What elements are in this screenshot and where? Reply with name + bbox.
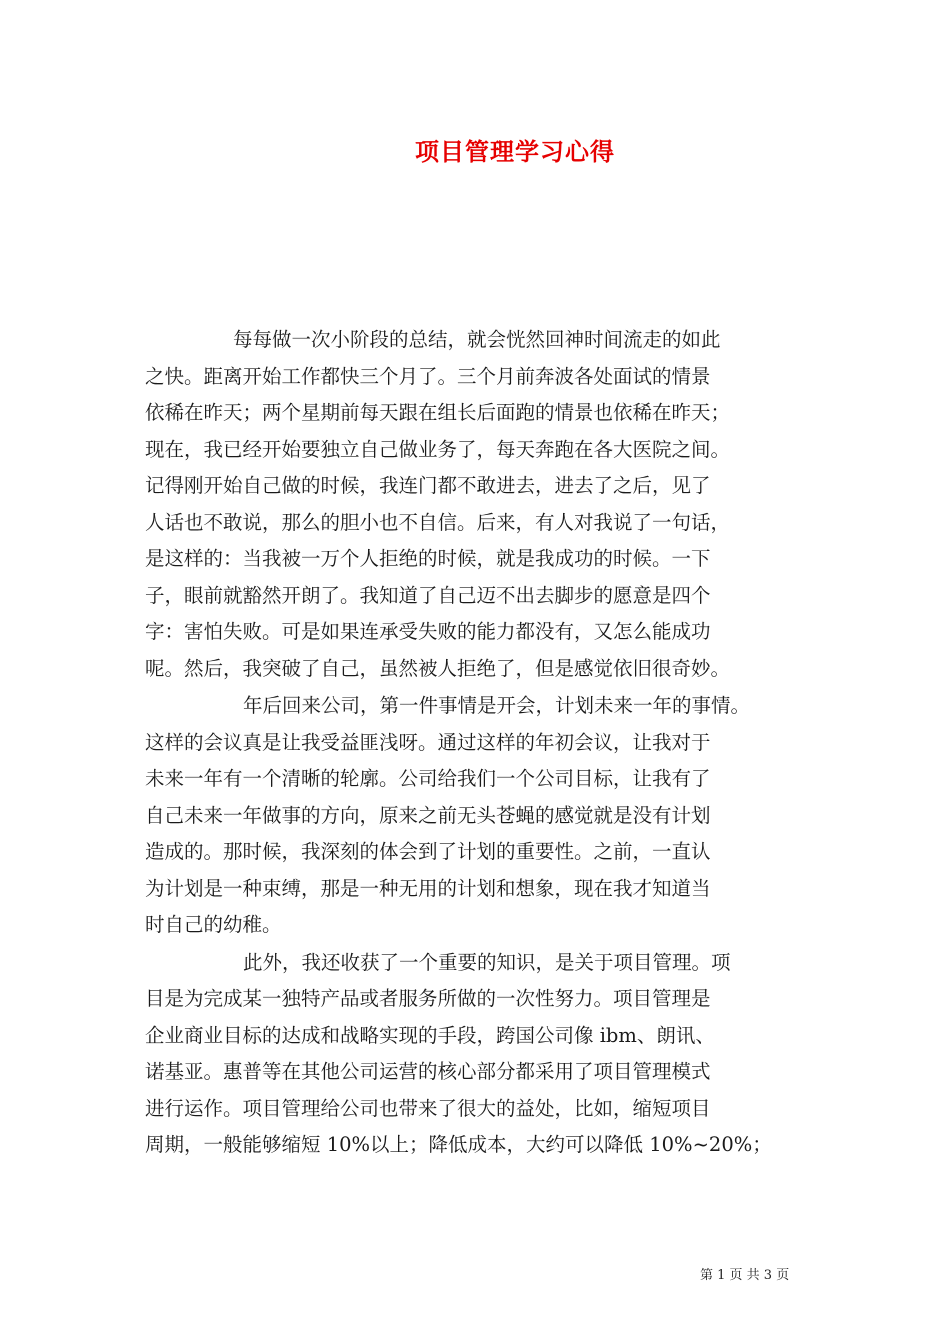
text-line: 周期，一般能够缩短 10%以上；降低成本，大约可以降低 10%~20%；: [145, 1133, 772, 1156]
text-line: 依稀在昨天；两个星期前每天跟在组长后面跑的情景也依稀在昨天；: [145, 401, 731, 424]
text-line: 子，眼前就豁然开朗了。我知道了自己迈不出去脚步的愿意是四个: [145, 583, 711, 607]
text-line: 字：害怕失败。可是如果连承受失败的能力都没有，又怎么能成功: [145, 620, 711, 643]
paragraph-3: [145, 945, 810, 1164]
text-line: 每每做一次小阶段的总结，就会恍然回神时间流走的如此: [233, 328, 721, 351]
text-line: 现在，我已经开始要独立自己做业务了，每天奔跑在各大医院之间。: [145, 437, 731, 461]
text-line: 诺基亚。惠普等在其他公司运营的核心部分都采用了项目管理模式: [145, 1060, 711, 1083]
text-line: 企业商业目标的达成和战略实现的手段，跨国公司像 ibm、朗讯、: [145, 1023, 715, 1047]
document-body: [145, 322, 810, 1165]
text-line: 之快。距离开始工作都快三个月了。三个月前奔波各处面试的情景: [145, 364, 711, 388]
paragraph-1: [145, 322, 810, 687]
text-line: 时自己的幼稚。: [145, 913, 282, 936]
text-line: 人话也不敢说，那么的胆小也不自信。后来，有人对我说了一句话，: [145, 510, 731, 534]
text-line: 此外，我还收获了一个重要的知识，是关于项目管理。项: [243, 950, 731, 974]
text-line: 记得刚开始自己做的时候，我连门都不敢进去，进去了之后，见了: [145, 474, 711, 497]
page-footer: 第 1 页 共 3 页: [700, 1268, 790, 1283]
text-line: 未来一年有一个清晰的轮廓。公司给我们一个公司目标，让我有了: [145, 767, 711, 790]
text-line: 造成的。那时候，我深刻的体会到了计划的重要性。之前，一直认: [145, 840, 711, 863]
text-line: 为计划是一种束缚，那是一种无用的计划和想象，现在我才知道当: [145, 876, 711, 900]
text-line: 这样的会议真是让我受益匪浅呀。通过这样的年初会议，让我对于: [145, 730, 711, 754]
text-line: 目是为完成某一独特产品或者服务所做的一次性努力。项目管理是: [145, 987, 711, 1010]
text-line: 是这样的：当我被一万个人拒绝的时候，就是我成功的时候。一下: [145, 547, 711, 570]
text-line: 自己未来一年做事的方向，原来之前无头苍蝇的感觉就是没有计划: [145, 803, 711, 827]
document-title: 项目管理学习心得: [415, 137, 615, 166]
text-line: 年后回来公司，第一件事情是开会，计划未来一年的事情。: [243, 694, 751, 717]
text-line: 呢。然后，我突破了自己，虽然被人拒绝了，但是感觉依旧很奇妙。: [145, 656, 731, 680]
text-line: 进行运作。项目管理给公司也带来了很大的益处，比如，缩短项目: [145, 1096, 711, 1120]
paragraph-2: [145, 688, 810, 944]
